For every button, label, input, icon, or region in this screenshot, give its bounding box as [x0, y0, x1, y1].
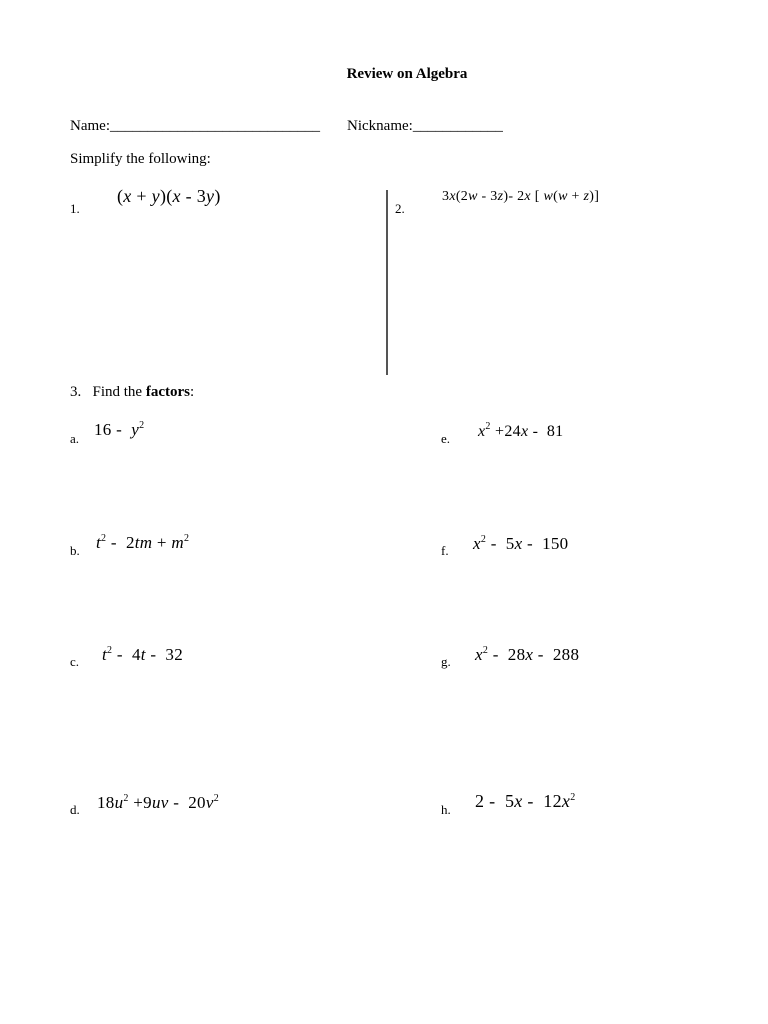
item-expression: $x^2 +24x - 81$ — [478, 421, 564, 440]
problem-expression: 3x(2w - 3z)- 2x [ w(w + z)] — [442, 189, 600, 204]
item-expression: $18u^2 +9uv - 20v^2$ — [97, 793, 220, 812]
factor-heading — [70, 384, 194, 401]
name-label: Name: — [70, 118, 110, 134]
heading-text: Find the — [92, 384, 146, 400]
nickname-line — [347, 118, 503, 135]
item-expression: $2 - 5x - 12x^2$ — [475, 791, 576, 811]
item-expression: $t^2 - 2tm + m^2$ — [96, 533, 190, 552]
heading-bold: factors — [145, 384, 190, 400]
item-label: d. — [70, 802, 80, 817]
problem-number: 1. — [70, 201, 80, 216]
nickname-label: Nickname: — [347, 118, 413, 134]
name-line — [70, 118, 320, 135]
item-label: a. — [70, 431, 80, 446]
item-expression: $x^2 - 5x - 150$ — [473, 534, 569, 553]
item-expression: $t^2 - 4t - 32$ — [102, 645, 184, 664]
item-label: h. — [441, 802, 451, 817]
nickname-blank: ____________ — [412, 118, 503, 134]
item-label: g. — [441, 654, 451, 669]
problem-number: 2. — [395, 201, 405, 216]
item-label: f. — [441, 543, 449, 558]
section-number: 3. — [70, 384, 82, 400]
item-label: b. — [70, 543, 80, 558]
item-label: e. — [441, 431, 451, 446]
item-expression: $16 - y^2$ — [94, 420, 145, 439]
item-label: c. — [70, 654, 80, 669]
heading-suffix: : — [190, 384, 195, 400]
item-expression: $x^2 - 28x - 288$ — [475, 645, 580, 664]
page-title: Review on Algebra — [346, 66, 468, 82]
column-divider — [386, 190, 388, 375]
problem-expression: (x + y)(x - 3y) — [117, 186, 221, 206]
instruction: Simplify the following: — [70, 151, 211, 167]
name-blank: ____________________________ — [109, 118, 320, 134]
